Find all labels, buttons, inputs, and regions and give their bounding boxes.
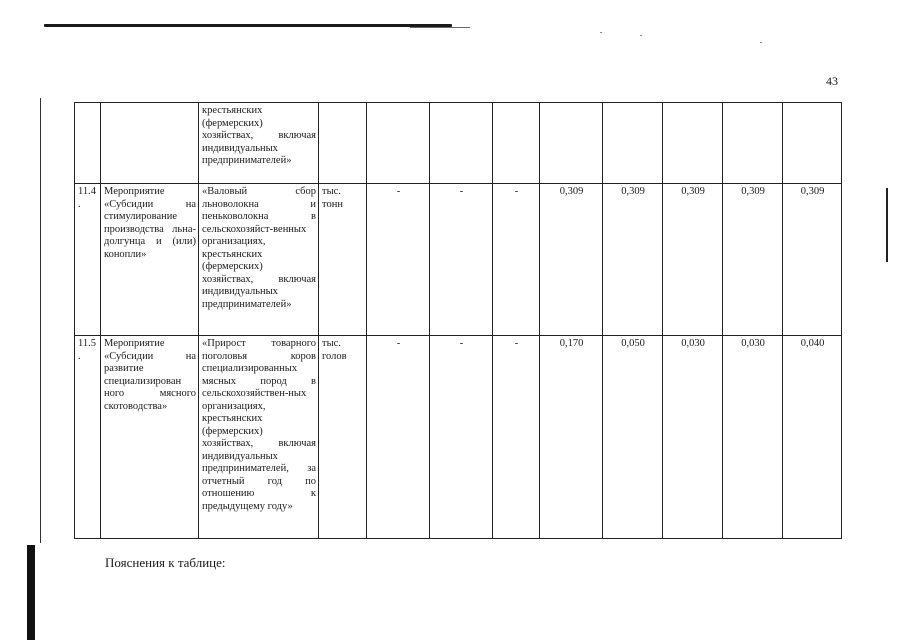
value-cell: 0,050	[603, 336, 663, 539]
scan-artifact-top-line	[44, 24, 452, 27]
unit-cell: тыс. тонн	[319, 184, 367, 336]
value-cell	[430, 103, 493, 184]
value-cell	[783, 103, 842, 184]
value-cell: 0,030	[723, 336, 783, 539]
value-cell: 0,309	[603, 184, 663, 336]
value-cell: 0,309	[783, 184, 842, 336]
value-cell: 0,309	[540, 184, 603, 336]
value-cell: -	[430, 184, 493, 336]
scan-speck	[600, 32, 602, 33]
table-footnote-heading: Пояснения к таблице:	[105, 555, 226, 570]
measure-name-cell: Мероприятие «Субсидии на стимулирование производства льна-долгунца и (или) конопли»	[101, 184, 199, 336]
row-number-cell: 11.5 .	[75, 336, 101, 539]
row-number-cell	[75, 103, 101, 184]
value-cell: -	[493, 184, 540, 336]
scan-speck	[640, 35, 642, 36]
value-cell: 0,170	[540, 336, 603, 539]
value-cell	[540, 103, 603, 184]
indicator-cell: «Прирост товарного поголовья коров специализированных мясных пород в сельскохозяйствен-ных организациях, крестьянских (фермерских) хозяйствах, включая индивидуальных предпринимателей, за отчетный год по отношению к предыдущему году»	[199, 336, 319, 539]
value-cell: 0,309	[723, 184, 783, 336]
unit-cell: тыс. голов	[319, 336, 367, 539]
value-cell	[723, 103, 783, 184]
scan-artifact-right-line	[886, 188, 888, 262]
unit-cell	[319, 103, 367, 184]
scan-speck	[760, 42, 762, 43]
table-row	[75, 103, 842, 184]
table-row	[75, 184, 842, 336]
value-cell	[603, 103, 663, 184]
value-cell: 0,309	[663, 184, 723, 336]
data-table	[74, 102, 842, 539]
scan-artifact-left-bar	[27, 545, 35, 640]
table-row	[75, 336, 842, 539]
value-cell: 0,030	[663, 336, 723, 539]
value-cell: -	[367, 184, 430, 336]
value-cell	[493, 103, 540, 184]
measure-name-cell	[101, 103, 199, 184]
scan-artifact-top-line-tail	[410, 27, 470, 28]
value-cell	[367, 103, 430, 184]
indicator-cell: «Валовый сбор льноволокна и пеньковолокна в сельскохозяйст-венных организациях, крестьянских (фермерских) хозяйствах, включая индивидуальных предпринимателей»	[199, 184, 319, 336]
row-number-cell: 11.4 .	[75, 184, 101, 336]
measure-name-cell: Мероприятие «Субсидии на развитие специализирован ного мясного скотоводства»	[101, 336, 199, 539]
value-cell: -	[367, 336, 430, 539]
page-number: 43	[826, 74, 838, 88]
value-cell: -	[493, 336, 540, 539]
value-cell: -	[430, 336, 493, 539]
value-cell	[663, 103, 723, 184]
indicator-cell: крестьянских (фермерских) хозяйствах, включая индивидуальных предпринимателей»	[199, 103, 319, 184]
scan-artifact-left-line	[40, 98, 41, 543]
value-cell: 0,040	[783, 336, 842, 539]
